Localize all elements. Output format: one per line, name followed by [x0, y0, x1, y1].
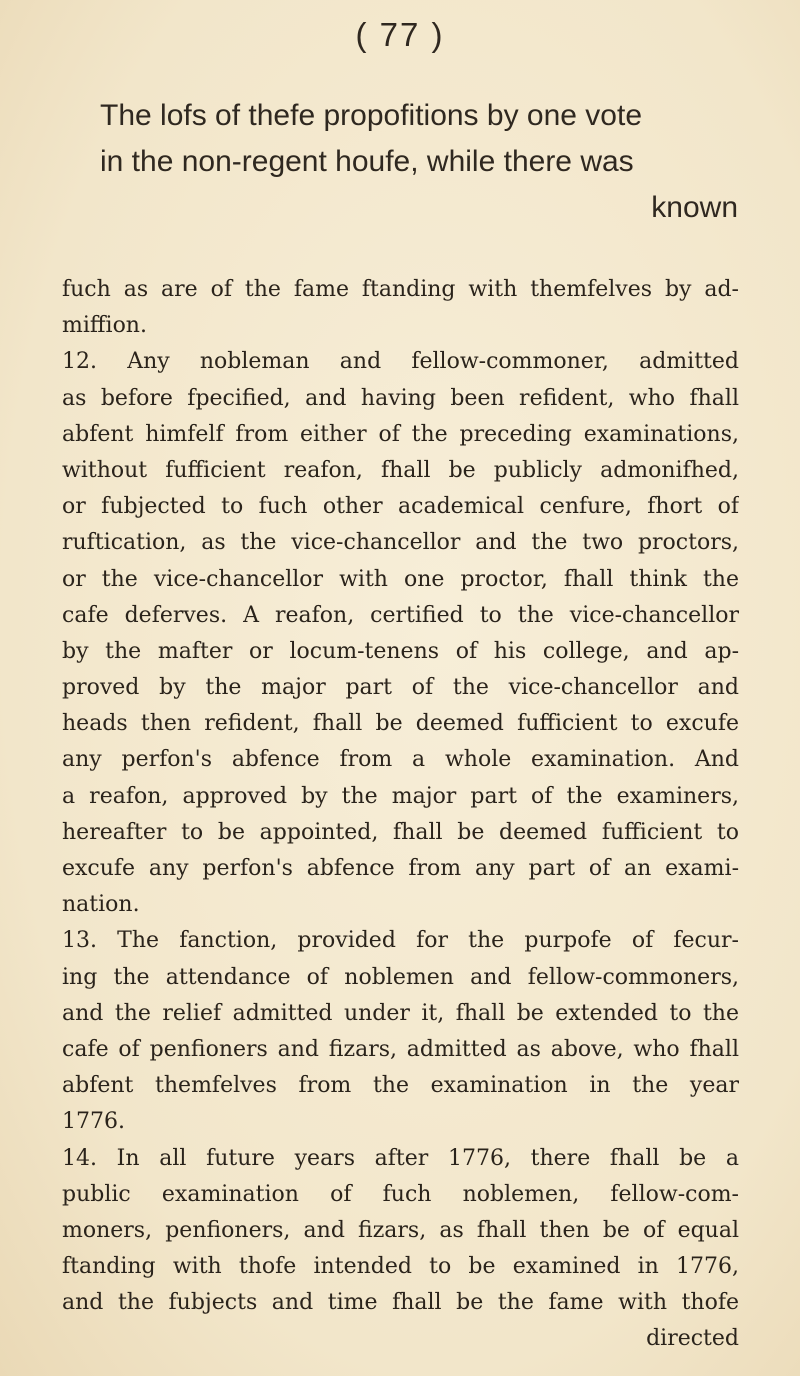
text-line: as before fpecified, and having been refident, who fhall [62, 385, 739, 411]
text-line: fuch as are of the fame ftanding with themfelves by ad- [62, 277, 739, 302]
text-line: public examination of fuch noblemen, fellow-com- [62, 1181, 739, 1207]
text-line: 1776. [62, 1109, 125, 1135]
text-line: hereafter to be appointed, fhall be deemed fufficient to [62, 819, 739, 845]
text-line: cafe deferves. A reafon, certified to the vice-chancellor [62, 602, 739, 628]
text-line: proved by the major part of the vice-chancellor and [62, 675, 739, 701]
text-line: without fufficient reafon, fhall be publicly admonifhed, [62, 457, 739, 483]
text-line: ing the attendance of noblemen and fellow-commoners, [62, 964, 739, 990]
text-line: and the fubjects and time fhall be the fame with thofe [62, 1290, 739, 1316]
text-line: abfent themfelves from the examination in the year [62, 1073, 739, 1099]
text-line: ftanding with thofe intended to be examined in 1776, [62, 1254, 739, 1280]
page-number: ( 77 ) [355, 16, 445, 53]
text-line: moners, penfioners, and fizars, as fhall then be of equal [62, 1217, 739, 1243]
text-line: miffion. [62, 313, 147, 339]
text-line: 13. The fanction, provided for the purpofe of fecur- [62, 928, 739, 954]
body-text [62, 272, 739, 1358]
headline-line-3: known [651, 191, 738, 224]
text-line: a reafon, approved by the major part of the examiners, [62, 783, 739, 809]
text-line: or fubjected to fuch other academical cenfure, fhort of [62, 494, 739, 520]
text-line: and the relief admitted under it, fhall be extended to the [62, 1000, 739, 1026]
text-line: 14. In all future years after 1776, there fhall be a [62, 1145, 739, 1171]
headline-line-2: in the non-regent houfe, while there was [100, 145, 634, 178]
text-line: nation. [62, 892, 140, 918]
catchword: directed [646, 1326, 739, 1352]
text-line: abfent himfelf from either of the preceding examinations, [62, 421, 739, 447]
headline-line-1: The lofs of thefe propofitions by one vote [100, 99, 643, 132]
text-line: heads then refident, fhall be deemed fufficient to excufe [62, 711, 739, 737]
text-line: excufe any perfon's abfence from any part of an exami- [62, 856, 739, 881]
text-line: by the mafter or locum-tenens of his college, and ap- [62, 638, 739, 664]
text-line: ruftication, as the vice-chancellor and the two proctors, [62, 530, 739, 556]
text-line: 12. Any nobleman and fellow-commoner, admitted [62, 349, 739, 375]
text-line: any perfon's abfence from a whole examination. And [62, 747, 739, 773]
text-line: or the vice-chancellor with one proctor, fhall think the [62, 566, 739, 592]
text-line: cafe of penfioners and fizars, admitted as above, who fhall [62, 1036, 739, 1062]
